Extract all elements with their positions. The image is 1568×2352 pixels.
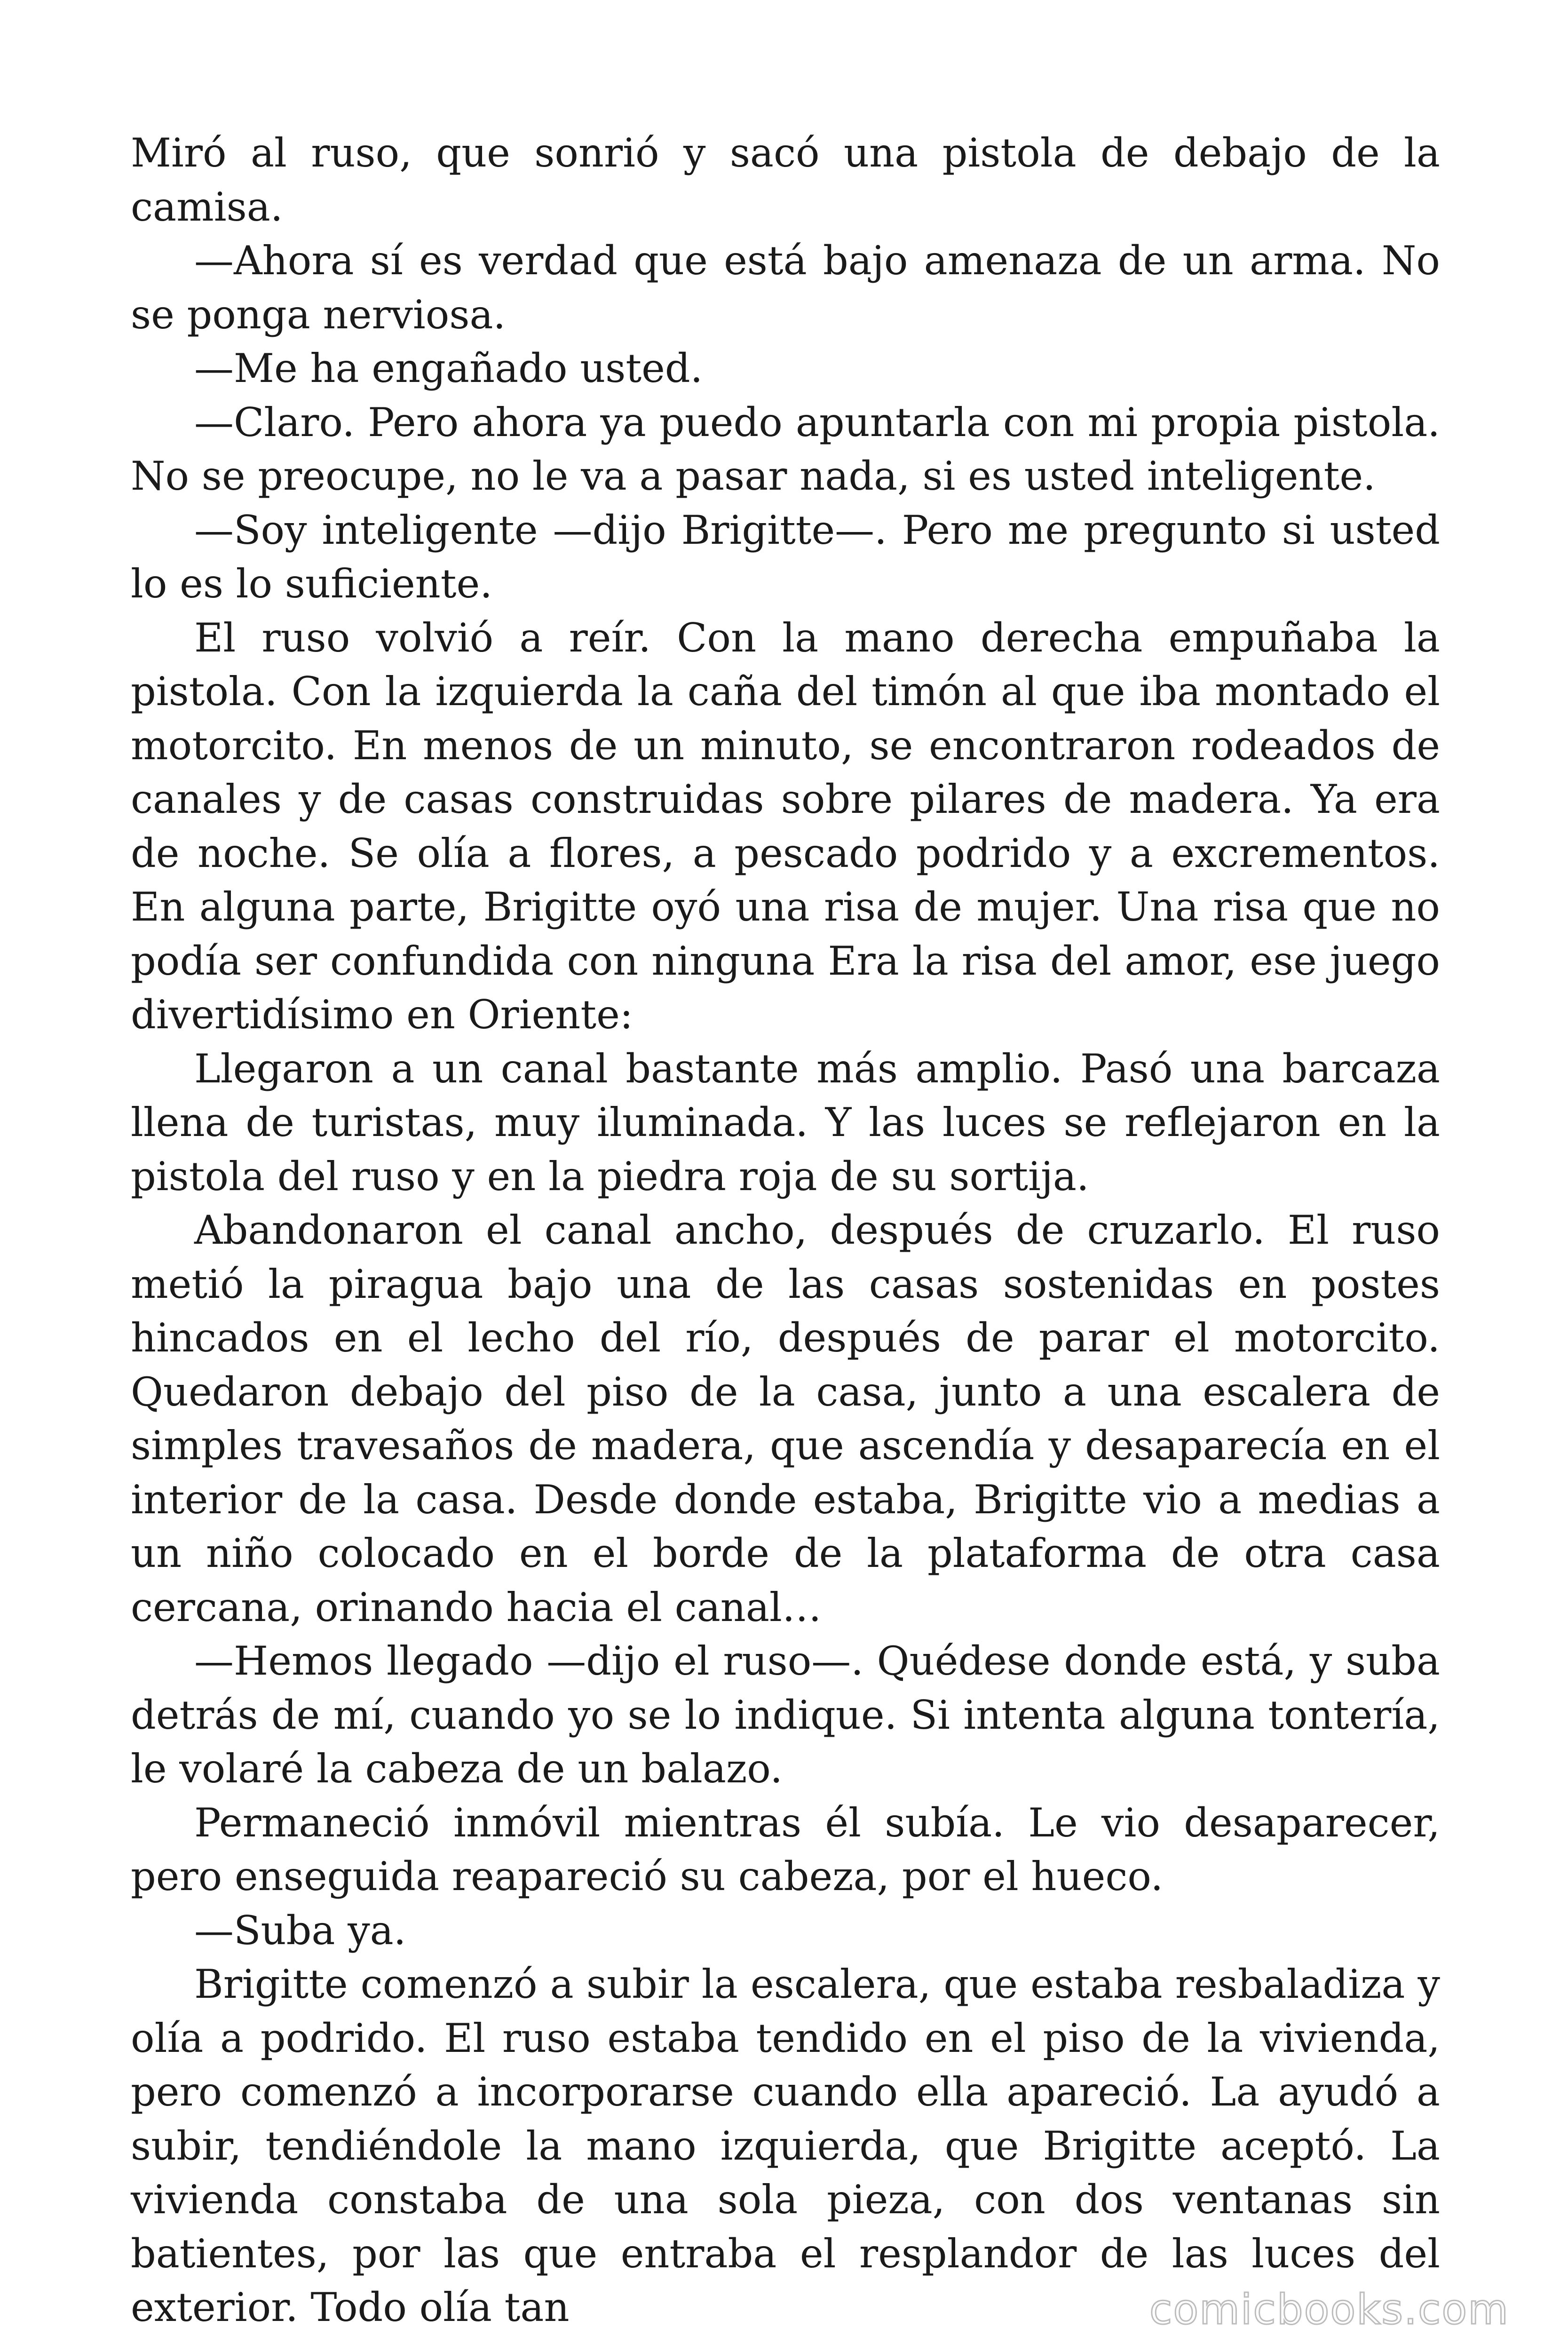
paragraph: El ruso volvió a reír. Con la mano derecha empuñaba la pistola. Con la izquierda la caña del timón al que iba montado el motorcito. En menos de un minuto, se encontraron rodeados de canales y de casas construidas sobre pilares de madera. Ya era de noche. Se olía a flores, a pescado podrido y a excrementos. En alguna parte, Brigitte oyó una risa de mujer. Una risa que no podía ser confundida con ninguna Era la risa del amor, ese juego divertidísimo en Oriente: <box>131 614 1440 1038</box>
paragraph: —Hemos llegado —dijo el ruso—. Quédese donde está, y suba detrás de mí, cuando yo se lo indique. Si intenta alguna tontería, le volaré la cabeza de un balazo. <box>131 1638 1440 1792</box>
paragraph: —Soy inteligente —dijo Brigitte—. Pero me pregunto si usted lo es lo suficiente. <box>131 507 1440 607</box>
paragraph: —Suba ya. <box>194 1907 406 1954</box>
watermark: comicbooks.com <box>1149 2285 1509 2334</box>
paragraph: Llegaron a un canal bastante más amplio. Pasó una barcaza llena de turistas, muy iluminada. Y las luces se reflejaron en la pistola del ruso y en la piedra roja de su sortija. <box>131 1045 1440 1200</box>
paragraph: —Claro. Pero ahora ya puedo apuntarla con mi propia pistola. No se preocupe, no le va a pasar nada, si es usted inteligente. <box>131 399 1440 499</box>
paragraph: —Me ha engañado usted. <box>194 345 703 391</box>
paragraph: Permaneció inmóvil mientras él subía. Le vio desaparecer, pero enseguida reapareció su cabeza, por el hueco. <box>131 1799 1440 1899</box>
page-body-text <box>131 126 1440 2335</box>
paragraph: Abandonaron el canal ancho, después de cruzarlo. El ruso metió la piragua bajo una de las casas sostenidas en postes hincados en el lecho del río, después de parar el motorcito. Quedaron debajo del piso de la casa, junto a una escalera de simples travesaños de madera, que ascendía y desaparecía en el interior de la casa. Desde donde estaba, Brigitte vio a medias a un niño colocado en el borde de la plataforma de otra casa cercana, orinando hacia el canal… <box>131 1207 1440 1630</box>
paragraph: Brigitte comenzó a subir la escalera, que estaba resbaladiza y olía a podrido. El ruso estaba tendido en el piso de la vivienda, pero comenzó a incorporarse cuando ella apareció. La ayudó a subir, tendiéndole la mano izquierda, que Brigitte aceptó. La vivienda constaba de una sola pieza, con dos ventanas sin batientes, por las que entraba el resplandor de las luces del exterior. Todo olía tan <box>131 1961 1440 2330</box>
paragraph: —Ahora sí es verdad que está bajo amenaza de un arma. No se ponga nerviosa. <box>131 238 1440 338</box>
paragraph: Miró al ruso, que sonrió y sacó una pistola de debajo de la camisa. <box>131 130 1440 230</box>
